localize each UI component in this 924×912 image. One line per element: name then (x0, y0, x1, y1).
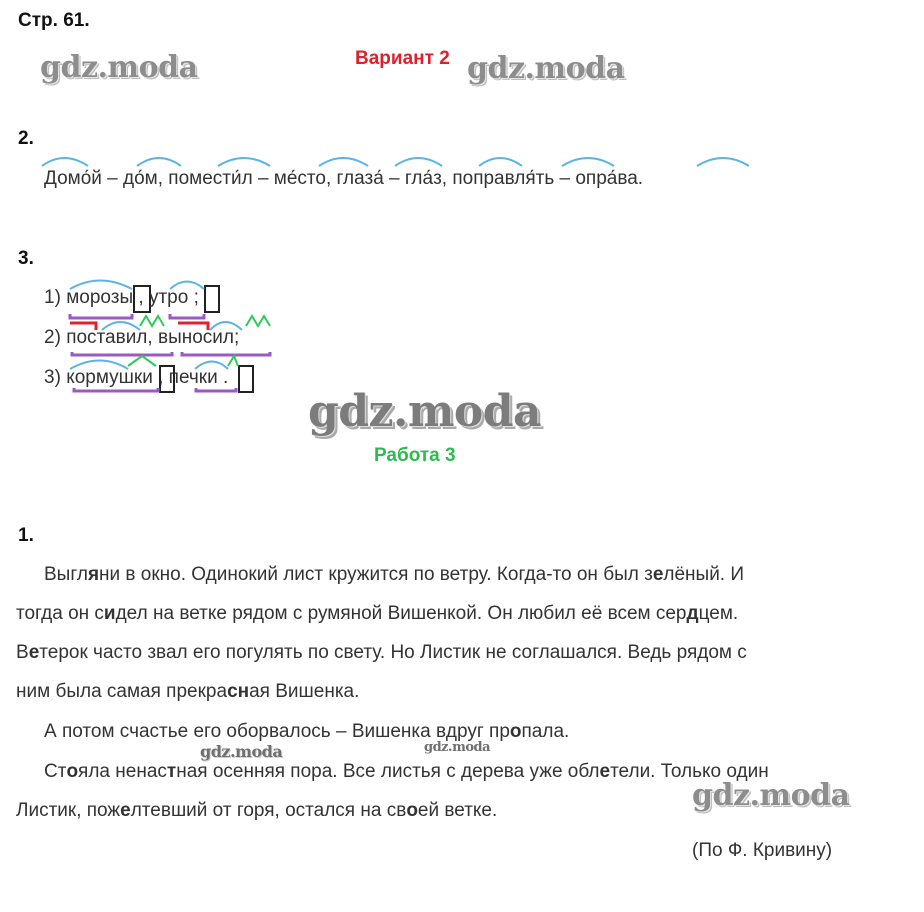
highlight: о (509, 721, 522, 742)
highlight: о (66, 761, 79, 782)
watermark: gdz.moda (424, 740, 491, 755)
work-title: Работа 3 (374, 445, 456, 466)
root-arc (697, 158, 749, 166)
highlight: е (120, 800, 131, 821)
base-mark (182, 352, 270, 355)
highlight: я (87, 564, 100, 585)
root-arc (102, 322, 140, 330)
highlight: т (166, 761, 177, 782)
root-arc (218, 158, 270, 166)
line-number: 2) (44, 327, 61, 348)
line-end: . (223, 367, 229, 388)
line-end: ; (233, 327, 240, 348)
line-number: 3) (44, 367, 61, 388)
watermark: gdz.moda (308, 386, 542, 437)
word: утр (148, 287, 178, 308)
task2-line: Домо́й – до́м, помести́л – ме́сто, глаза́ – гла́з, поправля́ть – опра́ва. (44, 168, 644, 189)
root-arcs (42, 158, 749, 166)
highlight: д (686, 603, 699, 624)
root-arc (479, 158, 522, 166)
author-credit: (По Ф. Кривину) (692, 840, 833, 861)
base-mark (196, 388, 236, 391)
line-end: ; (193, 287, 199, 308)
root-arc (395, 158, 442, 166)
base-mark (70, 314, 132, 318)
base-mark (170, 314, 204, 318)
highlight: е (652, 564, 664, 585)
paragraph-line: ним была самая прекрасная Вишенка. (16, 681, 360, 702)
paragraph-line: тогда он сидел на ветке рядом с румяной Вишенкой. Он любил её всем сердцем. (16, 603, 739, 624)
word: выносил (157, 327, 234, 348)
root-arc (70, 361, 128, 370)
highlight: сн (227, 681, 250, 702)
task-number: 2. (18, 128, 34, 149)
root-arc (70, 281, 132, 290)
word: кормушк (66, 367, 143, 388)
root-arc (562, 158, 614, 166)
base-mark (74, 388, 158, 391)
suffix-mark (228, 356, 238, 366)
ending: ы (119, 287, 134, 308)
root-arc (210, 322, 242, 330)
highlight: и (103, 603, 116, 624)
page-number: Стр. 61. (18, 10, 90, 31)
root-arc (137, 158, 181, 166)
separator: , (158, 367, 169, 388)
separator: , (138, 287, 149, 308)
paragraph-line: Выгляни в окно. Одинокий лист кружится по ветру. Когда-то он был зелёный. И (44, 564, 745, 585)
suffix-mark (140, 316, 164, 326)
ending: и (207, 367, 218, 388)
paragraph-line: Ветерок часто звал его погулять по свету. Но Листик не соглашался. Ведь рядом с (16, 642, 747, 663)
line-number: 1) (44, 287, 61, 308)
separator: , (147, 327, 158, 348)
task-number: 3. (18, 248, 34, 269)
highlight: е (599, 761, 611, 782)
suffix-mark (246, 316, 270, 326)
watermark: gdz.moda (467, 51, 625, 86)
ending: и (142, 367, 153, 388)
watermark: gdz.moda (40, 50, 198, 85)
suffix-mark (128, 356, 156, 366)
word: поставил (66, 327, 148, 348)
paragraph-line: Листик, пожелтевший от горя, остался на своей ветке. (16, 800, 498, 821)
word: печк (168, 367, 208, 388)
ending: о (177, 287, 189, 308)
base-mark (72, 352, 172, 355)
word: мороз (66, 287, 120, 308)
root-arc (170, 282, 204, 290)
prefix-mark (70, 323, 96, 330)
watermark: gdz.moda (692, 778, 850, 813)
root-arc (42, 158, 88, 166)
root-arc (195, 362, 228, 370)
task-number: 1. (18, 525, 34, 546)
paragraph-line: А потом счастье его оборвалось – Вишенка вдруг пропала. (44, 721, 570, 742)
paragraph-line: Стояла ненастная осенняя пора. Все листья с дерева уже облетели. Только один (44, 761, 769, 782)
watermark: gdz.moda (200, 742, 283, 761)
variant-title: Вариант 2 (355, 48, 450, 69)
prefix-mark (178, 323, 208, 330)
root-arc (319, 158, 368, 166)
highlight: е (28, 642, 40, 663)
highlight: о (406, 800, 418, 821)
